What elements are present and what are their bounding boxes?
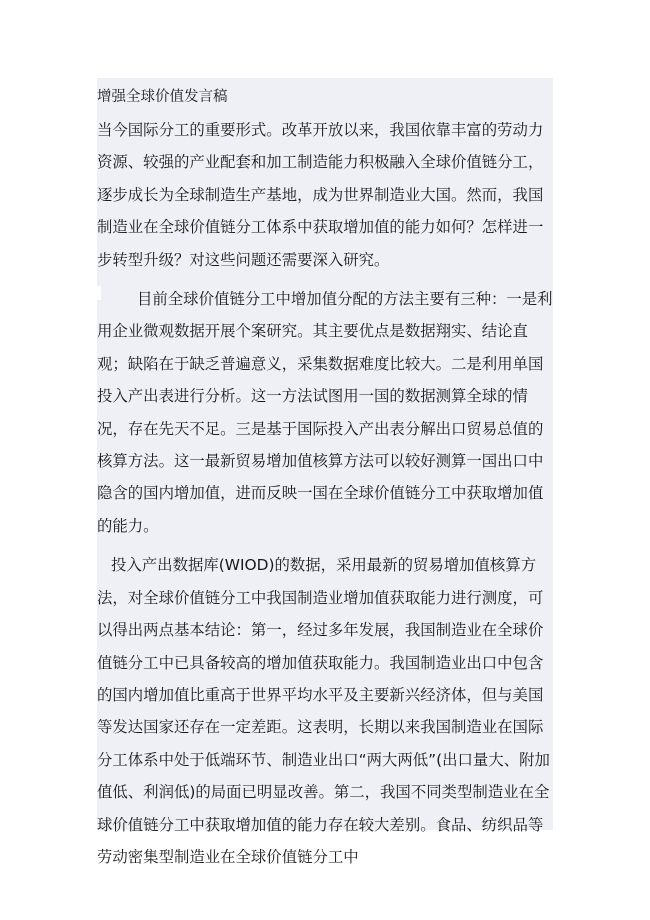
document-body (97, 80, 553, 873)
paragraph-3: 投入产出数据库(WIOD)的数据，采用最新的贸易增加值核算方法，对全球价值链分工中我国制造业增加值获取能力进行测度，可以得出两点基本结论：第一，经过多年发展，我国制造业在全球价值链分工中已具备较高的增加值获取能力。我国制造业出口中包含的国内增加值比重高于世界平均水平及主要新兴经济体，但与美国等发达国家还存在一定差距。这表明，长期以来我国制造业在国际分工体系中处于低端环节、制造业出口“两大两低”(出口量大、附加值低、利润低)的局面已明显改善。第二，我国不同类型制造业在全球价值链分工中获取增加值的能力存在较大差别。食品、纺织品等劳动密集型制造业在全球价值链分工中 (97, 556, 550, 866)
paragraph-2: 目前全球价值链分工中增加值分配的方法主要有三种：一是利用企业微观数据开展个案研究。其主要优点是数据翔实、结论直观；缺陷在于缺乏普遍意义，采集数据难度比较大。二是利用单国投入产出表进行分析。这一方法试图用一国的数据测算全球的情况，存在先天不足。三是基于国际投入产出表分解出口贸易总值的核算方法。这一最新贸易增加值核算方法可以较好测算一国出口中隐含的国内增加值，进而反映一国在全球价值链分工中获取增加值的能力。 (97, 290, 553, 535)
document-title: 增强全球价值发言稿 (97, 89, 228, 105)
paragraph-1: 当今国际分工的重要形式。改革开放以来，我国依靠丰富的劳动力资源、较强的产业配套和加工制造能力积极融入全球价值链分工，逐步成长为全球制造生产基地，成为世界制造业大国。然而，我国制造业在全球价值链分工体系中获取增加值的能力如何？怎样进一步转型升级？对这些问题还需要深入研究。 (97, 121, 544, 269)
